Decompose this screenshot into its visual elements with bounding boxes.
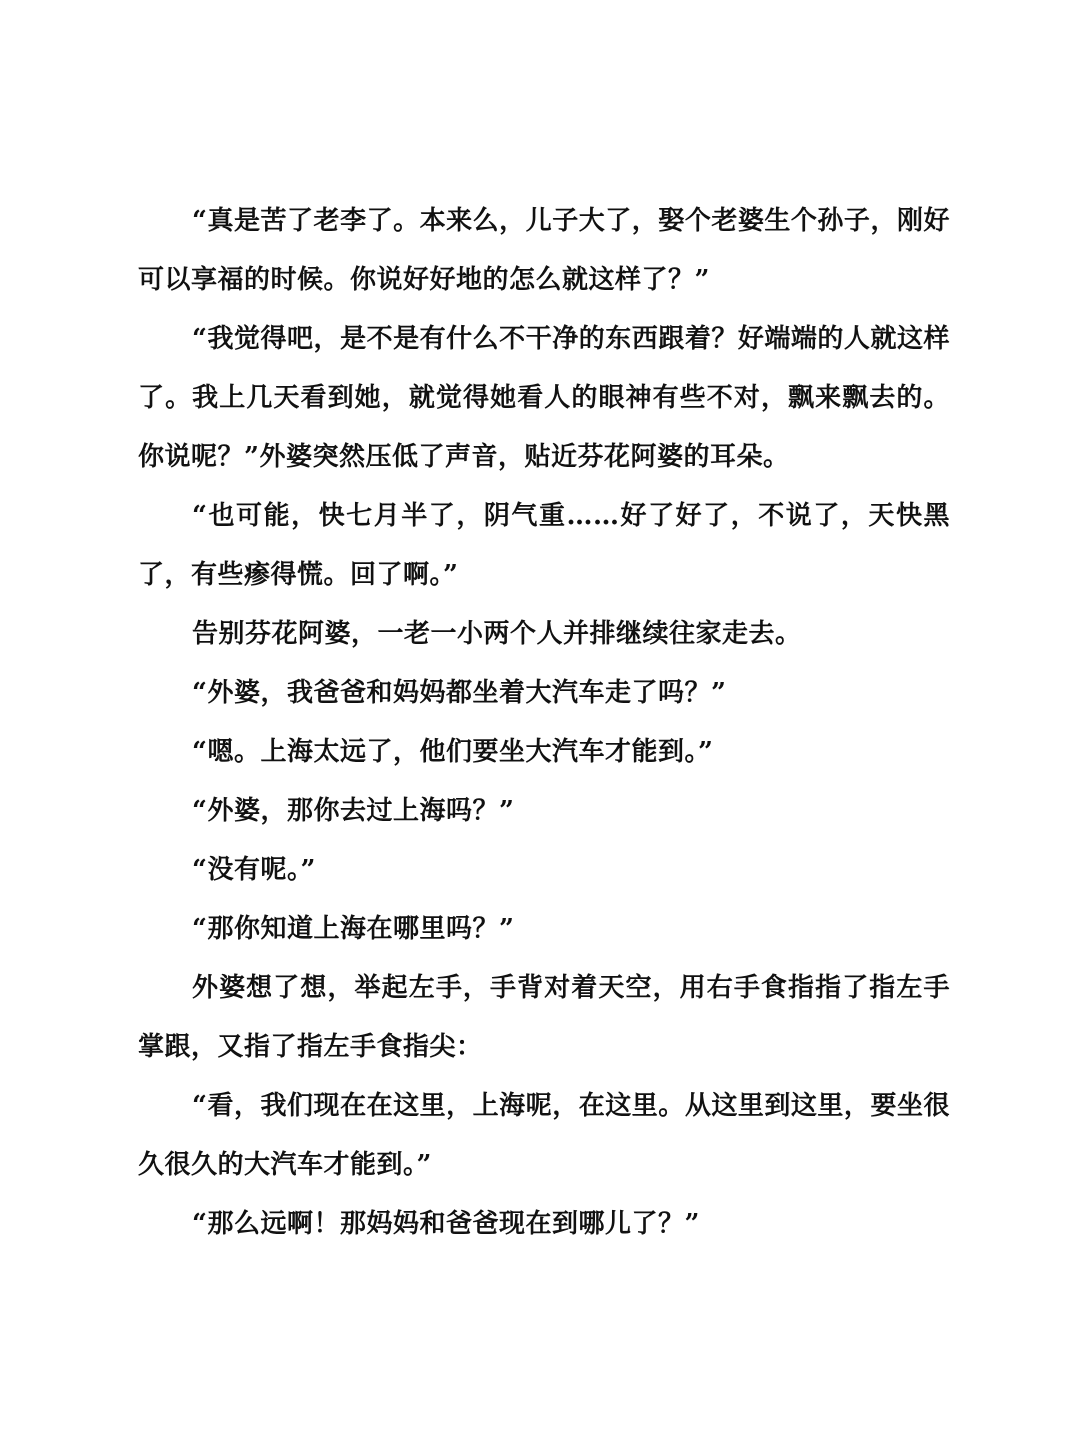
paragraph-5: “外婆，我爸爸和妈妈都坐着大汽车走了吗？” (192, 678, 727, 708)
paragraph-10: 外婆想了想，举起左手，手背对着天空，用右手食指指了指左手掌跟，又指了指左手食指尖： (138, 973, 950, 1062)
body-text (138, 192, 950, 1254)
paragraph-8: “没有呢。” (192, 855, 316, 885)
paragraph-4: 告别芬花阿婆，一老一小两个人并排继续往家走去。 (192, 619, 802, 649)
paragraph-7: “外婆，那你去过上海吗？” (192, 796, 515, 826)
paragraph-6: “嗯。上海太远了，他们要坐大汽车才能到。” (192, 737, 714, 767)
paragraph-11: “看，我们现在在这里，上海呢，在这里。从这里到这里，要坐很久很久的大汽车才能到。” (138, 1091, 950, 1180)
paragraph-12: “那么远啊！那妈妈和爸爸现在到哪儿了？” (192, 1209, 700, 1239)
paragraph-1: “真是苦了老李了。本来么，儿子大了，娶个老婆生个孙子，刚好可以享福的时候。你说好好地的怎么就这样了？” (138, 206, 950, 295)
paragraph-9: “那你知道上海在哪里吗？” (192, 914, 515, 944)
paragraph-3: “也可能，快七月半了，阴气重……好了好了，不说了，天快黑了，有些瘆得慌。回了啊。” (138, 501, 950, 590)
paragraph-2: “我觉得吧，是不是有什么不干净的东西跟着？好端端的人就这样了。我上几天看到她，就觉得她看人的眼神有些不对，飘来飘去的。你说呢？”外婆突然压低了声音，贴近芬花阿婆的耳朵。 (138, 324, 950, 472)
